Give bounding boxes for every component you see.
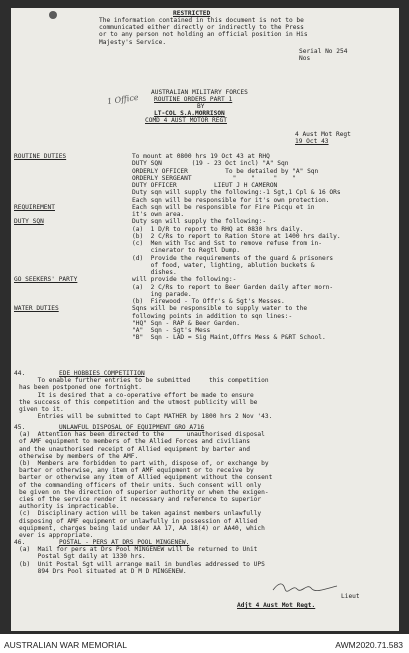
title-line-2: ROUTINE ORDERS PART 1: [154, 96, 233, 103]
title-line-4: LT-COL S.A.MORRISON: [154, 110, 225, 117]
item-line: otherwise by members of the AMF.: [19, 452, 139, 460]
item-line: (a) Attention has been directed to the unauthorised disposal: [19, 431, 265, 439]
item-heading: POSTAL - PERS AT DRS POOL MINGENEW.: [59, 539, 190, 546]
duty-text: ORDERLY SERGEANT " " " ": [132, 174, 296, 182]
duty-text: "HQ" Sqn - RAP & Beer Garden.: [132, 319, 241, 327]
duty-text: (c) Men with Tsc and Sst to remove refuse from in-: [132, 240, 322, 247]
title-line-1: AUSTRALIAN MILITARY FORCES: [151, 89, 248, 96]
serial-copies: Nos: [299, 55, 311, 62]
duty-text: (b) 2 C/Rs to report to Ration Store at 1400 hrs daily.: [132, 232, 341, 240]
item-line: authority is impracticable.: [19, 503, 120, 511]
item-line: It is desired that a co-operative effort be made to ensure: [19, 391, 254, 399]
item-line: be given on the direction of superior authority or when the exigen-: [19, 488, 269, 496]
item-line: Entries will be submitted to Capt MATHER by 1800 hrs 2 Nov '43.: [19, 413, 273, 421]
duty-text: will provide the following:-: [132, 276, 237, 284]
item-line: has been postponed one fortnight.: [19, 384, 142, 392]
item-line: (b) Unit Postal Sgt will arrange mail in bundles addressed to UPS: [19, 560, 265, 568]
duty-text: (a) 1 D/R to report to RHQ at 0830 hrs daily.: [132, 225, 304, 233]
signature-icon: [271, 580, 341, 594]
item-line: barter or otherwise, any item of AMF equipment or to receive by: [19, 467, 254, 475]
duty-label: REQUIREMENT: [14, 203, 55, 211]
duty-text: dishes.: [132, 269, 177, 276]
signatory-rank: Lieut: [341, 593, 360, 600]
unit-name: 4 Aust Mot Regt: [295, 131, 351, 138]
duty-label: WATER DUTIES: [14, 305, 59, 313]
item-line: barter or otherwise any item of Allied equipment without the consent: [19, 474, 273, 482]
duty-text: Each sqn will be responsible for it's own protection.: [132, 196, 330, 204]
item-line: 894 Drs Pool situated at D M D MINGENEW.: [19, 567, 187, 575]
handwritten-note: 1 Office: [106, 92, 140, 107]
item-line: ever is appropriate.: [19, 532, 94, 539]
item-line: of the commanding officers of their units. Such consent will only: [19, 481, 262, 489]
duty-text: DUTY SQN (19 - 23 Oct incl) "A" Sqn: [132, 160, 289, 168]
duty-text: Duty sqn will supply the following:-1 Sgt,1 Cpl & 16 ORs: [132, 189, 341, 197]
item-line: equipment, charges being laid under AA 17, AA 18(4) or AA40, which: [19, 524, 265, 532]
duty-text: "A" Sqn - Sgt's Mess: [132, 327, 211, 334]
notice-line: or to any person not holding an official position in His: [99, 31, 308, 39]
footer-institution: AUSTRALIAN WAR MEMORIAL: [4, 640, 127, 650]
duty-text: cinerator to Regtl Dump.: [132, 247, 241, 255]
duty-text: (a) 2 C/Rs to report to Beer Garden daily after morn-: [132, 283, 334, 291]
notice-line: Majesty's Service.: [99, 38, 167, 46]
duty-text: following points in addition to sqn lines:-: [132, 312, 293, 320]
duty-label: GO SEEKERS' PARTY: [14, 276, 78, 284]
duty-text: "B" Sqn - LAD = Sig Maint,Offrs Mess & P&RT School.: [132, 334, 326, 342]
item-line: Postal Sgt daily at 1330 hrs.: [19, 553, 146, 561]
footer-accession: AWM2020.71.583: [335, 640, 403, 650]
duty-text: ing parade.: [132, 290, 192, 298]
restricted-heading: RESTRICTED: [173, 10, 211, 17]
notice-line: The information contained in this document is not to be: [99, 17, 304, 24]
notice-line: communicated either directly or indirectly to the Press: [99, 24, 304, 32]
duty-text: it's own area.: [132, 211, 185, 218]
punch-hole-icon: [49, 11, 57, 19]
item-line: cies of the service render it necessary and reference to superior: [19, 496, 262, 503]
duty-text: DUTY OFFICER LIEUT J H CAMERON: [132, 182, 278, 189]
archive-footer: [0, 636, 409, 653]
item-line: To enable further entries to be submitted this competition: [19, 377, 269, 385]
item-number: 44.: [14, 370, 26, 377]
duty-text: Duty sqn will supply the following:-: [132, 218, 267, 226]
duty-text: Each sqn will be responsible for Fire Picqu et in: [132, 203, 315, 211]
duty-text: (d) Provide the requirements of the guard & prisoners: [132, 254, 334, 262]
duty-text: ORDERLY OFFICER To be detailed by "A" Sqn: [132, 167, 319, 175]
signatory-appointment: Adjt 4 Aust Mot Regt.: [237, 602, 316, 609]
duty-text: of food, water, lighting, ablution buckets &: [132, 261, 315, 269]
item-line: (b) Members are forbidden to part with, dispose of, or exchange by: [19, 460, 269, 467]
item-line: of AMF equipment to members of the Allied Forces and civilians: [19, 438, 250, 446]
item-number: 45.: [14, 424, 26, 431]
duty-text: (b) Firewood - To Offr's & Sgt's Messes.: [132, 298, 285, 305]
document-page: [11, 8, 399, 631]
title-line-5: COMD 4 AUST MOTOR REGT: [145, 117, 227, 124]
duty-label: ROUTINE DUTIES: [14, 153, 67, 160]
serial-number: Serial No 254: [299, 48, 348, 55]
duty-text: Sqns will be responsible to supply water to the: [132, 305, 308, 313]
title-line-3: BY: [197, 103, 205, 110]
item-line: (a) Mail for pers at Drs Pool MINGENEW will be returned to Unit: [19, 546, 258, 554]
item-heading: EDE HOBBIES COMPETITION: [59, 370, 145, 377]
item-line: and the unauthorised receipt of Allied equipment by barter and: [19, 445, 250, 453]
duty-label: DUTY SQN: [14, 218, 44, 226]
duty-text: To mount at 0800 hrs 19 Oct 43 at RHQ: [132, 153, 270, 160]
item-line: given to it.: [19, 406, 64, 413]
order-date: 19 Oct 43: [295, 138, 329, 145]
item-number: 46.: [14, 539, 26, 546]
item-line: the success of this competition and the utmost publicity will be: [19, 398, 258, 406]
item-line: disposing of AMF equipment or unlawfully in possession of Allied: [19, 517, 258, 525]
item-line: (c) Disciplinary action will be taken against members unlawfully: [19, 510, 262, 518]
item-heading: UNLAWFUL DISPOSAL OF EQUIPMENT GRO A716: [59, 424, 205, 431]
